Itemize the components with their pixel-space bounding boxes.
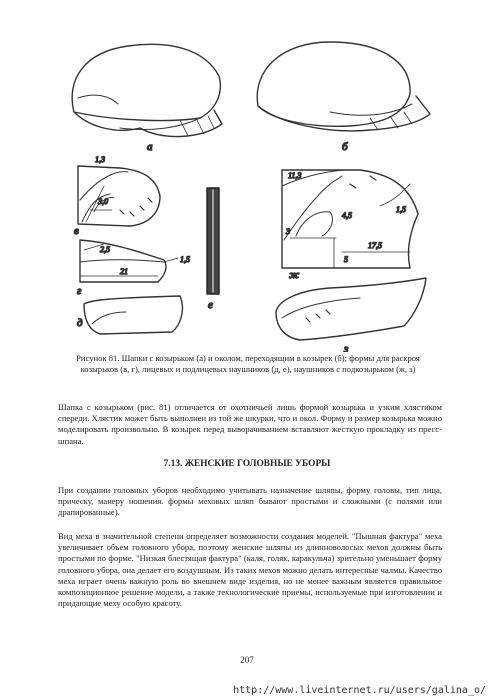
- dim-zh5: 17,5: [368, 241, 382, 250]
- pattern-d-drawing: [84, 296, 182, 334]
- dim-zh1: 11,3: [288, 171, 302, 180]
- pattern-g-drawing: [80, 240, 178, 282]
- dim-zh4: 3: [286, 227, 290, 236]
- dim-g3: 1,5: [180, 255, 190, 264]
- footer-url: http://www.liveinternet.ru/users/galina_o/: [233, 685, 486, 696]
- hat-a-drawing: [72, 44, 222, 136]
- figure-caption: Рисунок 81. Шапки с козырьком (а) и околом, переходящим в козырек (б); формы для раскроя козырьков (в, г), лицевых и подлицевых наушников (д, е), наушников с подкозырьком (ж, з): [76, 353, 420, 374]
- label-v: в: [74, 225, 79, 237]
- label-d: д: [77, 317, 83, 329]
- paragraph-1: Шапка с козырьком (рис. 81) отличается от охотничьей лишь формой козырька и узким хлястиком спереди. Хлястик может быть выполнен из той же шкурки, что и окол. Форму и размер козырька можно моделировать произвольно. В козырек перед выворачиванием вставляют жесткую прокладку из пресс-шпана.: [58, 402, 442, 446]
- dim-v2: 3,0: [98, 197, 108, 206]
- label-g: г: [77, 285, 82, 297]
- pattern-e-drawing: [207, 188, 219, 294]
- dim-zh3: 4,5: [342, 211, 352, 220]
- pattern-z-drawing: [276, 278, 426, 340]
- label-zh: ж: [289, 269, 300, 281]
- paragraph-2: При создании головных уборов необходимо учитывать назначение шляпы, форму головы, тип лица, прическу, манеру ношения. формы меховых шляп бывают простыми и сложными (с полями или драпированные).: [58, 485, 442, 518]
- dim-g1: 2,5: [100, 245, 110, 254]
- dim-v1: 1,3: [95, 155, 105, 164]
- dim-g2: 21: [120, 267, 128, 276]
- label-b: б: [342, 141, 348, 153]
- dim-zh6: 5: [344, 255, 348, 264]
- page-number: 207: [240, 655, 254, 665]
- label-a: а: [147, 141, 153, 153]
- paragraph-3: Вид меха в значительной степени определяет возможности создания моделей. "Пышная фактура" меха увеличивает объем головного убора, поэтому женские шляпы из длинноволосых мехов должны быть простыми по форме. "Низкая блестящая фактура" (каля, голяк, каракульча) зрительно уменьшает форму головного убора, она делает его воздушным. Из таких мехов можно делать интересные чалмы. Качество меха играет очень важную роль во внешнем виде изделия, но не менее важным является правильное композиционное решение модели, а также технологические приемы, используемые при изготовлении и придающие меху особую красоту.: [58, 531, 442, 609]
- hat-b-drawing: [257, 42, 430, 131]
- label-e: е: [208, 299, 213, 311]
- label-z: з: [344, 343, 349, 352]
- section-heading: 7.13. ЖЕНСКИЕ ГОЛОВНЫЕ УБОРЫ: [163, 459, 331, 469]
- dim-zh2: 1,5: [396, 205, 406, 214]
- pattern-v-drawing: [78, 166, 160, 226]
